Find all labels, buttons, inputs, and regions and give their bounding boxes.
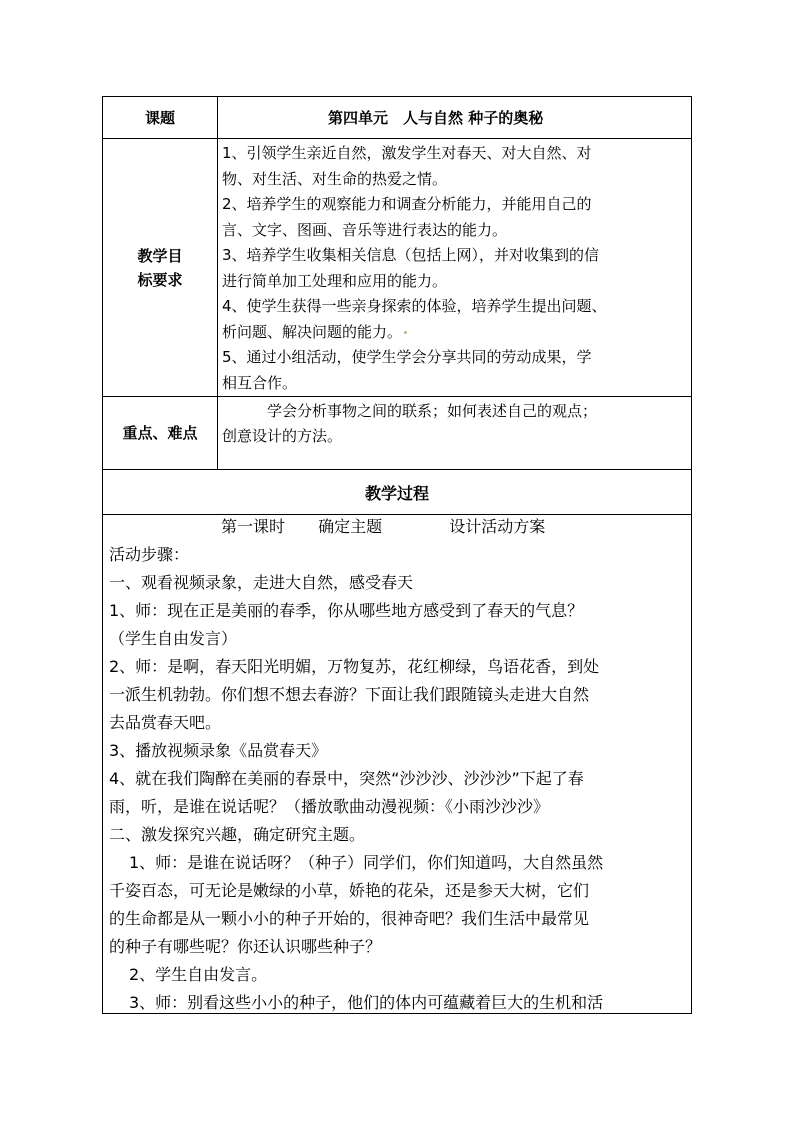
process-line: 一派生机勃勃。你们想不想去春游？下面让我们跟随镜头走进大自然 bbox=[109, 685, 590, 704]
goal-line: 言、文字、图画、音乐等进行表达的能力。 bbox=[222, 220, 508, 239]
goals-label bbox=[103, 139, 218, 397]
topic-value: 第四单元 人与自然 种子的奥秘 bbox=[218, 97, 692, 139]
lesson-plan-table bbox=[102, 96, 692, 1014]
process-line: （学生自由发言） bbox=[109, 629, 238, 648]
goals-row bbox=[103, 139, 692, 397]
goal-line: 3、培养学生收集相关信息（包括上网），并对收集到的信 bbox=[222, 246, 600, 264]
process-line: 2、学生自由发言。 bbox=[129, 965, 268, 984]
process-line: 去品赏春天吧。 bbox=[109, 713, 222, 732]
goal-line: 1、引领学生亲近自然，激发学生对春天、对大自然、对 bbox=[222, 144, 592, 162]
goal-line: 5、通过小组活动，使学生学会分享共同的劳动成果，学 bbox=[222, 348, 592, 366]
goals-content bbox=[218, 139, 692, 397]
goal-line-text: 析问题、解决问题的能力。 bbox=[222, 322, 403, 341]
process-line: 3、师：别看这些小小的种子，他们的体内可蕴藏着巨大的生机和活 bbox=[129, 993, 604, 1012]
process-heading-row bbox=[103, 470, 692, 515]
goal-line: 2、培养学生的观察能力和调查分析能力，并能用自己的 bbox=[222, 195, 592, 213]
goal-line: 进行简单加工处理和应用的能力。 bbox=[222, 271, 448, 290]
process-line: 千姿百态，可无论是嫩绿的小草，娇艳的花朵，还是参天大树，它们 bbox=[109, 881, 590, 900]
process-line: 一、观看视频录象，走进大自然，感受春天 bbox=[109, 573, 414, 592]
process-body-row bbox=[103, 515, 692, 1014]
process-line: 4、就在我们陶醉在美丽的春景中，突然“沙沙沙、沙沙沙”下起了春 bbox=[109, 769, 584, 788]
process-line: 3、播放视频录象《品赏春天》 bbox=[109, 741, 328, 760]
process-content bbox=[103, 515, 692, 1014]
key-label: 重点、难点 bbox=[103, 397, 218, 470]
process-heading: 教学过程 bbox=[103, 470, 692, 515]
goal-line: 4、使学生获得一些亲身探索的体验，培养学生提出问题、 bbox=[222, 297, 607, 315]
lesson-title bbox=[103, 513, 691, 541]
lesson-title-part3: 设计活动方案 bbox=[449, 517, 546, 536]
goals-label-line1: 教学目 bbox=[137, 246, 183, 265]
topic-row bbox=[103, 97, 692, 139]
key-line-1: 学会分析事物之间的联系；如何表述自己的观点； bbox=[267, 402, 598, 420]
process-line: 1、师：现在正是美丽的春季，你从哪些地方感受到了春天的气息？ bbox=[109, 601, 584, 620]
key-row bbox=[103, 397, 692, 470]
goals-label-line2: 标要求 bbox=[137, 270, 183, 289]
lesson-title-part1: 第一课时 bbox=[221, 517, 286, 536]
process-line: 活动步骤： bbox=[109, 545, 190, 564]
goal-line: 相互合作。 bbox=[222, 373, 298, 392]
goal-line bbox=[218, 320, 691, 346]
process-line: 2、师：是啊，春天阳光明媚，万物复苏，花红柳绿，鸟语花香，到处 bbox=[109, 657, 600, 676]
process-line: 的生命都是从一颗小小的种子开始的，很神奇吧？我们生活中最常见 bbox=[109, 909, 590, 928]
key-line-2: 创意设计的方法。 bbox=[222, 427, 343, 445]
process-line: 1、师：是谁在说话呀？（种子）同学们，你们知道吗，大自然虽然 bbox=[129, 853, 604, 872]
process-line: 二、激发探究兴趣，确定研究主题。 bbox=[109, 825, 366, 844]
process-line: 雨，听，是谁在说话呢？（播放歌曲动漫视频：《小雨沙沙沙》 bbox=[109, 797, 550, 816]
topic-label: 课题 bbox=[103, 97, 218, 139]
lesson-title-part2: 确定主题 bbox=[318, 517, 383, 536]
process-line: 的种子有哪些呢？你还认识哪些种子？ bbox=[109, 937, 382, 956]
goal-line: 物、对生活、对生命的热爱之情。 bbox=[222, 169, 448, 188]
key-content bbox=[218, 397, 692, 470]
stray-mark bbox=[404, 331, 407, 334]
